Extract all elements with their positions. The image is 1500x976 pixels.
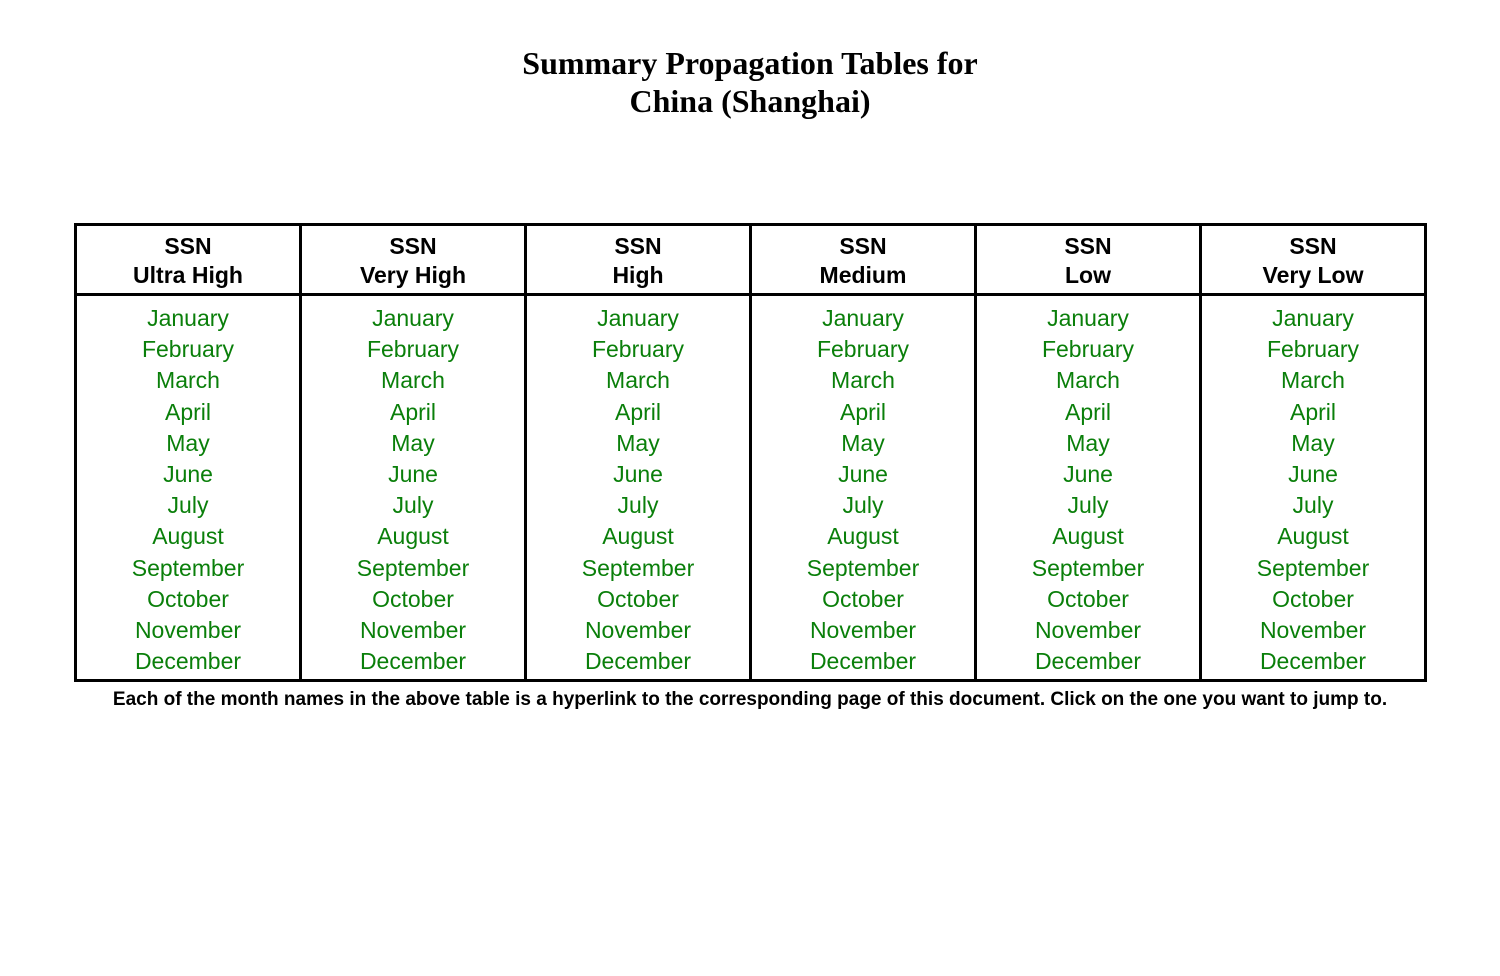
month-link-september[interactable]: September (356, 554, 470, 581)
page-title (0, 44, 1500, 120)
month-link-april[interactable]: April (1064, 398, 1111, 425)
month-link-september[interactable]: September (1256, 554, 1370, 581)
column-header-line-2: Very High (359, 262, 467, 288)
month-link-august[interactable]: August (827, 523, 899, 550)
column-header-line-1: SSN (1064, 233, 1112, 259)
month-link-december[interactable]: December (359, 648, 467, 675)
column-header-line-2: Ultra High (133, 262, 243, 288)
column-header-line-1: SSN (164, 233, 212, 259)
column-header-line-2: Very Low (1262, 262, 1364, 288)
column-header-medium (751, 225, 976, 295)
month-link-october[interactable]: October (147, 585, 229, 612)
month-link-march[interactable]: March (606, 367, 670, 394)
month-link-november[interactable]: November (359, 617, 467, 644)
month-link-december[interactable]: December (809, 648, 917, 675)
month-link-november[interactable]: November (134, 617, 242, 644)
month-link-february[interactable]: February (366, 336, 460, 363)
month-link-september[interactable]: September (1031, 554, 1145, 581)
month-link-october[interactable]: October (1047, 585, 1129, 612)
month-link-december[interactable]: December (584, 648, 692, 675)
month-list-very-low (1201, 295, 1426, 681)
month-link-june[interactable]: June (388, 461, 438, 488)
month-link-july[interactable]: July (167, 492, 209, 519)
month-link-july[interactable]: July (842, 492, 884, 519)
month-link-august[interactable]: August (602, 523, 674, 550)
month-link-may[interactable]: May (1066, 429, 1110, 456)
month-link-february[interactable]: February (1041, 336, 1135, 363)
month-link-december[interactable]: December (1259, 648, 1367, 675)
month-link-march[interactable]: March (156, 367, 220, 394)
month-list-medium (751, 295, 976, 681)
footnote: Each of the month names in the above table is a hyperlink to the corresponding page of this document. Click on the one you want to jump to. (112, 689, 1388, 710)
month-link-july[interactable]: July (1292, 492, 1334, 519)
month-list-very-high (301, 295, 526, 681)
column-header-very-high (301, 225, 526, 295)
month-link-may[interactable]: May (1291, 429, 1335, 456)
month-link-may[interactable]: May (841, 429, 885, 456)
title-line-2: China (Shanghai) (629, 83, 871, 119)
month-link-june[interactable]: June (613, 461, 663, 488)
month-link-may[interactable]: May (616, 429, 660, 456)
column-header-high (526, 225, 751, 295)
month-link-january[interactable]: January (372, 305, 454, 331)
months-row (76, 295, 1426, 681)
month-link-july[interactable]: July (392, 492, 434, 519)
column-header-line-1: SSN (839, 233, 887, 259)
month-link-march[interactable]: March (1056, 367, 1120, 394)
month-link-november[interactable]: November (584, 617, 692, 644)
month-link-august[interactable]: August (1277, 523, 1349, 550)
month-link-june[interactable]: June (838, 461, 888, 488)
month-link-march[interactable]: March (1281, 367, 1345, 394)
month-link-october[interactable]: October (597, 585, 679, 612)
month-link-october[interactable]: October (1272, 585, 1354, 612)
month-link-june[interactable]: June (163, 461, 213, 488)
month-list-ultra-high (76, 295, 301, 681)
month-link-may[interactable]: May (391, 429, 435, 456)
month-link-november[interactable]: November (809, 617, 917, 644)
column-header-line-2: Low (1065, 262, 1111, 288)
column-header-very-low (1201, 225, 1426, 295)
month-link-april[interactable]: April (839, 398, 886, 425)
month-link-january[interactable]: January (147, 305, 229, 331)
column-header-low (976, 225, 1201, 295)
month-link-january[interactable]: January (1047, 305, 1129, 331)
month-link-april[interactable]: April (614, 398, 661, 425)
month-link-april[interactable]: April (1289, 398, 1336, 425)
month-link-november[interactable]: November (1034, 617, 1142, 644)
month-link-november[interactable]: November (1259, 617, 1367, 644)
month-link-september[interactable]: September (131, 554, 245, 581)
month-link-march[interactable]: March (381, 367, 445, 394)
column-header-line-2: High (612, 262, 664, 288)
month-link-april[interactable]: April (164, 398, 211, 425)
month-link-september[interactable]: September (581, 554, 695, 581)
month-link-august[interactable]: August (152, 523, 224, 550)
month-link-august[interactable]: August (1052, 523, 1124, 550)
header-row (76, 225, 1426, 295)
month-link-april[interactable]: April (389, 398, 436, 425)
month-link-january[interactable]: January (597, 305, 679, 331)
month-link-august[interactable]: August (377, 523, 449, 550)
month-link-october[interactable]: October (822, 585, 904, 612)
month-link-february[interactable]: February (141, 336, 235, 363)
column-header-line-1: SSN (389, 233, 437, 259)
column-header-line-1: SSN (614, 233, 662, 259)
month-link-july[interactable]: July (617, 492, 659, 519)
column-header-line-2: Medium (819, 262, 907, 288)
month-link-june[interactable]: June (1288, 461, 1338, 488)
month-link-december[interactable]: December (1034, 648, 1142, 675)
month-link-june[interactable]: June (1063, 461, 1113, 488)
month-link-october[interactable]: October (372, 585, 454, 612)
column-header-ultra-high (76, 225, 301, 295)
title-line-1: Summary Propagation Tables for (522, 45, 978, 81)
month-link-january[interactable]: January (822, 305, 904, 331)
month-link-may[interactable]: May (166, 429, 210, 456)
month-link-february[interactable]: February (816, 336, 910, 363)
column-header-line-1: SSN (1289, 233, 1337, 259)
month-link-february[interactable]: February (1266, 336, 1360, 363)
month-link-july[interactable]: July (1067, 492, 1109, 519)
month-link-february[interactable]: February (591, 336, 685, 363)
month-list-high (526, 295, 751, 681)
month-link-march[interactable]: March (831, 367, 895, 394)
month-link-december[interactable]: December (134, 648, 242, 675)
month-link-january[interactable]: January (1272, 305, 1354, 331)
month-link-september[interactable]: September (806, 554, 920, 581)
summary-table (74, 223, 1427, 682)
month-list-low (976, 295, 1201, 681)
